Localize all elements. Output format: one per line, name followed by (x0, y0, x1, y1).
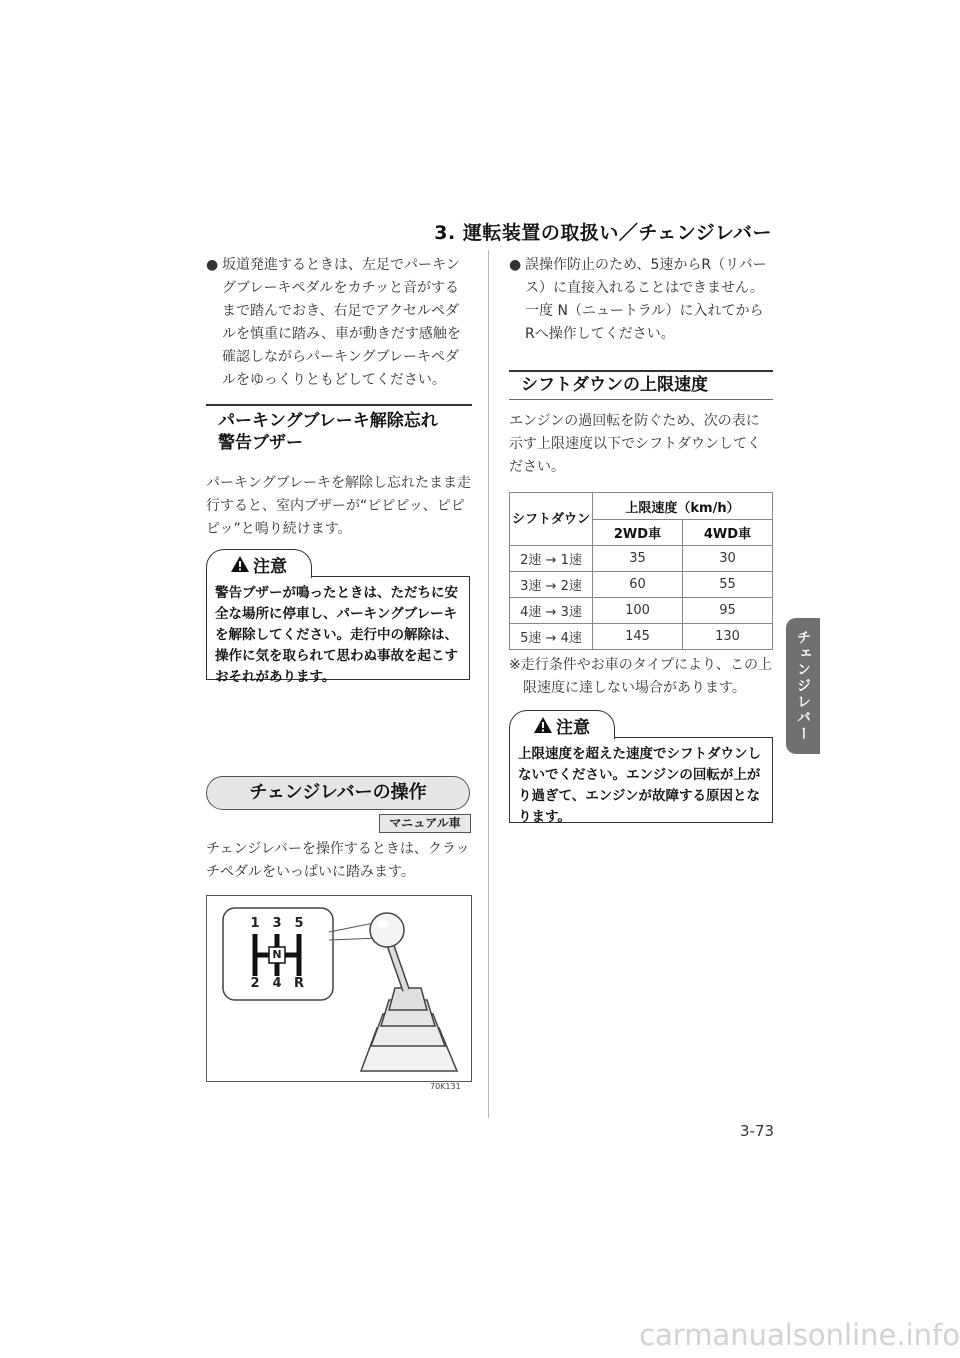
shift-down-speed-table (509, 492, 773, 650)
gear-label-4: 4 (272, 976, 282, 991)
gear-shift-illustration (207, 896, 471, 1081)
section-heading-shift-down-limit: シフトダウンの上限速度 (509, 370, 773, 400)
gear-label-5: 5 (294, 916, 304, 931)
col-header-2wd: 2WD車 (593, 520, 683, 546)
warning-triangle-icon (230, 555, 250, 573)
section-heading-parking-brake-buzzer: パーキングブレーキ解除忘れ 警告ブザー (206, 404, 472, 456)
heading-rule-top (509, 370, 773, 372)
caution-tab: 注意 (206, 549, 312, 578)
col-header-4wd: 4WD車 (682, 520, 772, 546)
gear-label-2: 2 (250, 976, 260, 991)
caution-tab: 注意 (509, 710, 615, 739)
caution-text: 上限速度を超えた速度でシフトダウンしないでください。エンジンの回転が上がり過ぎて、エンジンが故障する原因となります。 (518, 746, 761, 825)
column-divider (488, 250, 489, 1118)
bullet-reverse-lockout: ● 誤操作防止のため、5速からR（リバース）に直接入れることはできません。一度 N（ニュートラル）に入れてからRへ操作してください。 (509, 254, 773, 346)
table-note: ※走行条件やお車のタイプにより、この上限速度に達しない場合があります。 (509, 657, 773, 696)
table-row: 4速 → 3速 100 95 (510, 598, 773, 624)
figure-code: 70K131 (430, 1082, 461, 1091)
page-header-title: 3. 運転装置の取扱い／チェンジレバー (434, 222, 772, 244)
gear-label-r: R (293, 976, 304, 991)
caution-box-shift-down (509, 717, 773, 825)
table-row: 3速 → 2速 60 55 (510, 572, 773, 598)
paragraph-clutch: チェンジレバーを操作するときは、クラッチペダルをいっぱいに踏みます。 (206, 841, 470, 880)
bullet-dot: ● (509, 257, 522, 273)
gear-label-n: N (272, 948, 282, 961)
table-row: 5速 → 4速 145 130 (510, 624, 773, 650)
col-header-shift: シフトダウン (510, 493, 593, 546)
col-header-limit: 上限速度（km/h） (593, 493, 773, 520)
side-index-tab: チェンジレバー (786, 618, 820, 754)
caution-text: 警告ブザーが鳴ったときは、ただちに安全な場所に停車し、パーキングブレーキを解除してください。走行中の解除は、操作に気を取られて思わぬ事故を起こすおそれがあります。 (215, 585, 458, 685)
caution-box-buzzer (206, 556, 470, 685)
page-number: 3-73 (740, 1122, 775, 1140)
warning-triangle-icon (533, 716, 553, 734)
heading-rule-bottom (509, 399, 773, 400)
section-pill-change-lever: チェンジレバーの操作 (206, 776, 470, 810)
bullet-dot: ● (206, 257, 219, 273)
gear-label-3: 3 (272, 916, 282, 931)
paragraph-buzzer: パーキングブレーキを解除し忘れたまま走行すると、室内ブザーが“ピピピッ、ピピピッ”と鳴り続けます。 (206, 475, 472, 537)
paragraph-over-rev: エンジンの過回転を防ぐため、次の表に示す上限速度以下でシフトダウンしてください。 (509, 413, 761, 475)
bullet-hill-start: ● 坂道発進するときは、左足でパーキングブレーキペダルをカチッと音がするまで踏んでおき、右足でアクセルペダルを慎重に踏み、車が動きだす感触を確認しながらパーキングブレーキペダルをゆっくりともどしてください。 (206, 254, 472, 392)
manual-car-tag: マニュアル車 (379, 814, 471, 833)
table-row: 2速 → 1速 35 30 (510, 546, 773, 572)
gear-label-1: 1 (250, 916, 260, 931)
watermark: carmanualsonline.info (639, 1318, 960, 1352)
heading-rule-top (206, 404, 472, 406)
shift-lever-figure (206, 895, 472, 1082)
